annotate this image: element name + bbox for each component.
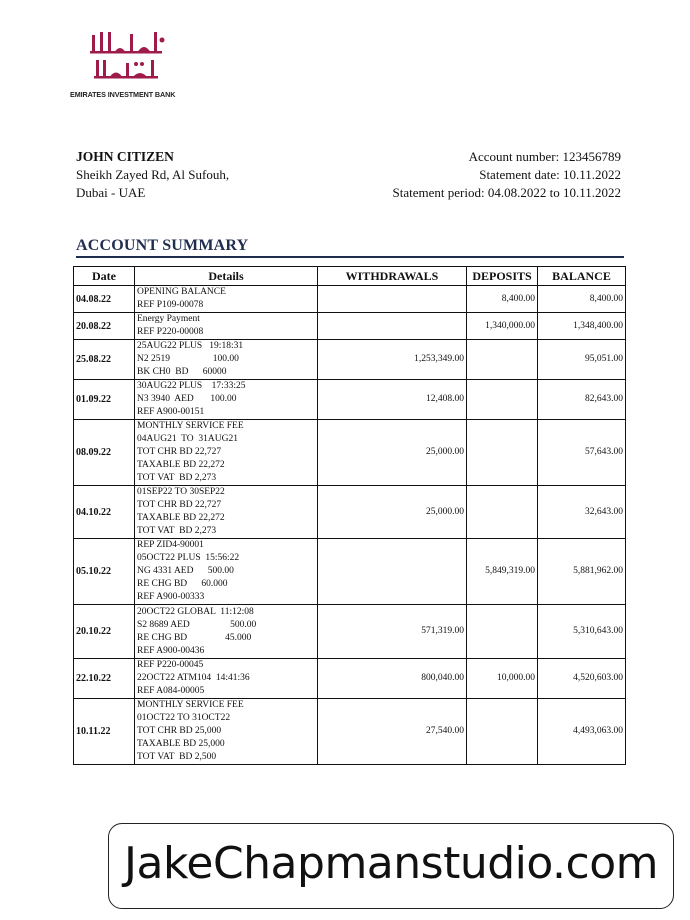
cell-date: 25.08.22	[74, 340, 135, 380]
cell-details: 30AUG22 PLUS 17:33:25 N3 3940 AED 100.00 REF A900-00151	[135, 380, 318, 420]
cell-balance: 4,520,603.00	[538, 659, 626, 699]
cell-details: 25AUG22 PLUS 19:18:31 N2 2519 100.00 BK CH0 BD 60000	[135, 340, 318, 380]
cell-details: 20OCT22 GLOBAL 11:12:08 S2 8689 AED 500.00 RE CHG BD 45.000 REF A900-00436	[135, 605, 318, 659]
cell-date: 04.10.22	[74, 486, 135, 539]
cell-withdrawal	[318, 539, 467, 605]
cell-date: 20.10.22	[74, 605, 135, 659]
cell-balance: 5,310,643.00	[538, 605, 626, 659]
customer-name: JOHN CITIZEN	[76, 149, 174, 164]
customer-address-line1: Sheikh Zayed Rd, Al Sufouh,	[76, 167, 230, 182]
cell-details: Energy Payment REF P220-00008	[135, 313, 318, 340]
cell-details: OPENING BALANCE REF P109-00078	[135, 286, 318, 313]
bank-name: EMIRATES INVESTMENT BANK	[70, 90, 176, 99]
transactions-table	[73, 266, 626, 765]
table-row	[74, 659, 626, 699]
table-row	[74, 286, 626, 313]
table-row	[74, 420, 626, 486]
table-row	[74, 699, 626, 765]
header-details: Details	[135, 267, 318, 286]
table-row	[74, 380, 626, 420]
cell-balance: 8,400.00	[538, 286, 626, 313]
cell-date: 08.09.22	[74, 420, 135, 486]
cell-balance: 4,493,063.00	[538, 699, 626, 765]
statement-date: Statement date: 10.11.2022	[479, 167, 621, 182]
cell-withdrawal: 571,319.00	[318, 605, 467, 659]
cell-balance: 32,643.00	[538, 486, 626, 539]
account-block	[393, 148, 621, 202]
cell-withdrawal: 25,000.00	[318, 486, 467, 539]
statement-period: Statement period: 04.08.2022 to 10.11.2022	[392, 185, 621, 200]
cell-deposit: 10,000.00	[467, 659, 538, 699]
bank-logo-arabic-mark	[82, 30, 172, 85]
cell-date: 22.10.22	[74, 659, 135, 699]
cell-withdrawal	[318, 313, 467, 340]
header-deposits: DEPOSITS	[467, 267, 538, 286]
header-withdrawals: WITHDRAWALS	[318, 267, 467, 286]
cell-balance: 57,643.00	[538, 420, 626, 486]
cell-deposit: 8,400.00	[467, 286, 538, 313]
cell-balance: 95,051.00	[538, 340, 626, 380]
cell-deposit	[467, 380, 538, 420]
table-row	[74, 486, 626, 539]
table-header-row	[74, 267, 626, 286]
account-summary-title: ACCOUNT SUMMARY	[76, 237, 624, 258]
customer-block	[76, 148, 229, 202]
account-number: Account number: 123456789	[468, 149, 621, 164]
cell-deposit	[467, 420, 538, 486]
cell-withdrawal: 27,540.00	[318, 699, 467, 765]
cell-withdrawal	[318, 286, 467, 313]
cell-date: 04.08.22	[74, 286, 135, 313]
header-balance: BALANCE	[538, 267, 626, 286]
cell-deposit	[467, 486, 538, 539]
table-row	[74, 605, 626, 659]
bank-logo	[70, 30, 190, 105]
cell-details: MONTHLY SERVICE FEE 04AUG21 TO 31AUG21 TOT CHR BD 22,727 TAXABLE BD 22,272 TOT VAT BD 2,273	[135, 420, 318, 486]
cell-deposit: 5,849,319.00	[467, 539, 538, 605]
table-row	[74, 539, 626, 605]
cell-balance: 82,643.00	[538, 380, 626, 420]
customer-address-line2: Dubai - UAE	[76, 185, 146, 200]
cell-deposit	[467, 699, 538, 765]
header-date: Date	[74, 267, 135, 286]
cell-deposit	[467, 605, 538, 659]
cell-details: REF P220-00045 22OCT22 ATM104 14:41:36 REF A084-00005	[135, 659, 318, 699]
cell-date: 20.08.22	[74, 313, 135, 340]
table-row	[74, 340, 626, 380]
cell-withdrawal: 1,253,349.00	[318, 340, 467, 380]
cell-details: 01SEP22 TO 30SEP22 TOT CHR BD 22,727 TAXABLE BD 22,272 TOT VAT BD 2,273	[135, 486, 318, 539]
cell-balance: 5,881,962.00	[538, 539, 626, 605]
cell-deposit: 1,340,000.00	[467, 313, 538, 340]
cell-date: 05.10.22	[74, 539, 135, 605]
cell-details: REP ZID4-90001 05OCT22 PLUS 15:56:22 NG 4331 AED 500.00 RE CHG BD 60.000 REF A900-00333	[135, 539, 318, 605]
cell-withdrawal: 25,000.00	[318, 420, 467, 486]
cell-withdrawal: 12,408.00	[318, 380, 467, 420]
cell-balance: 1,348,400.00	[538, 313, 626, 340]
watermark: JakeChapmanstudio.com	[108, 823, 674, 909]
cell-deposit	[467, 340, 538, 380]
cell-date: 01.09.22	[74, 380, 135, 420]
cell-withdrawal: 800,040.00	[318, 659, 467, 699]
table-row	[74, 313, 626, 340]
cell-details: MONTHLY SERVICE FEE 01OCT22 TO 31OCT22 TOT CHR BD 25,000 TAXABLE BD 25,000 TOT VAT BD 2,500	[135, 699, 318, 765]
cell-date: 10.11.22	[74, 699, 135, 765]
